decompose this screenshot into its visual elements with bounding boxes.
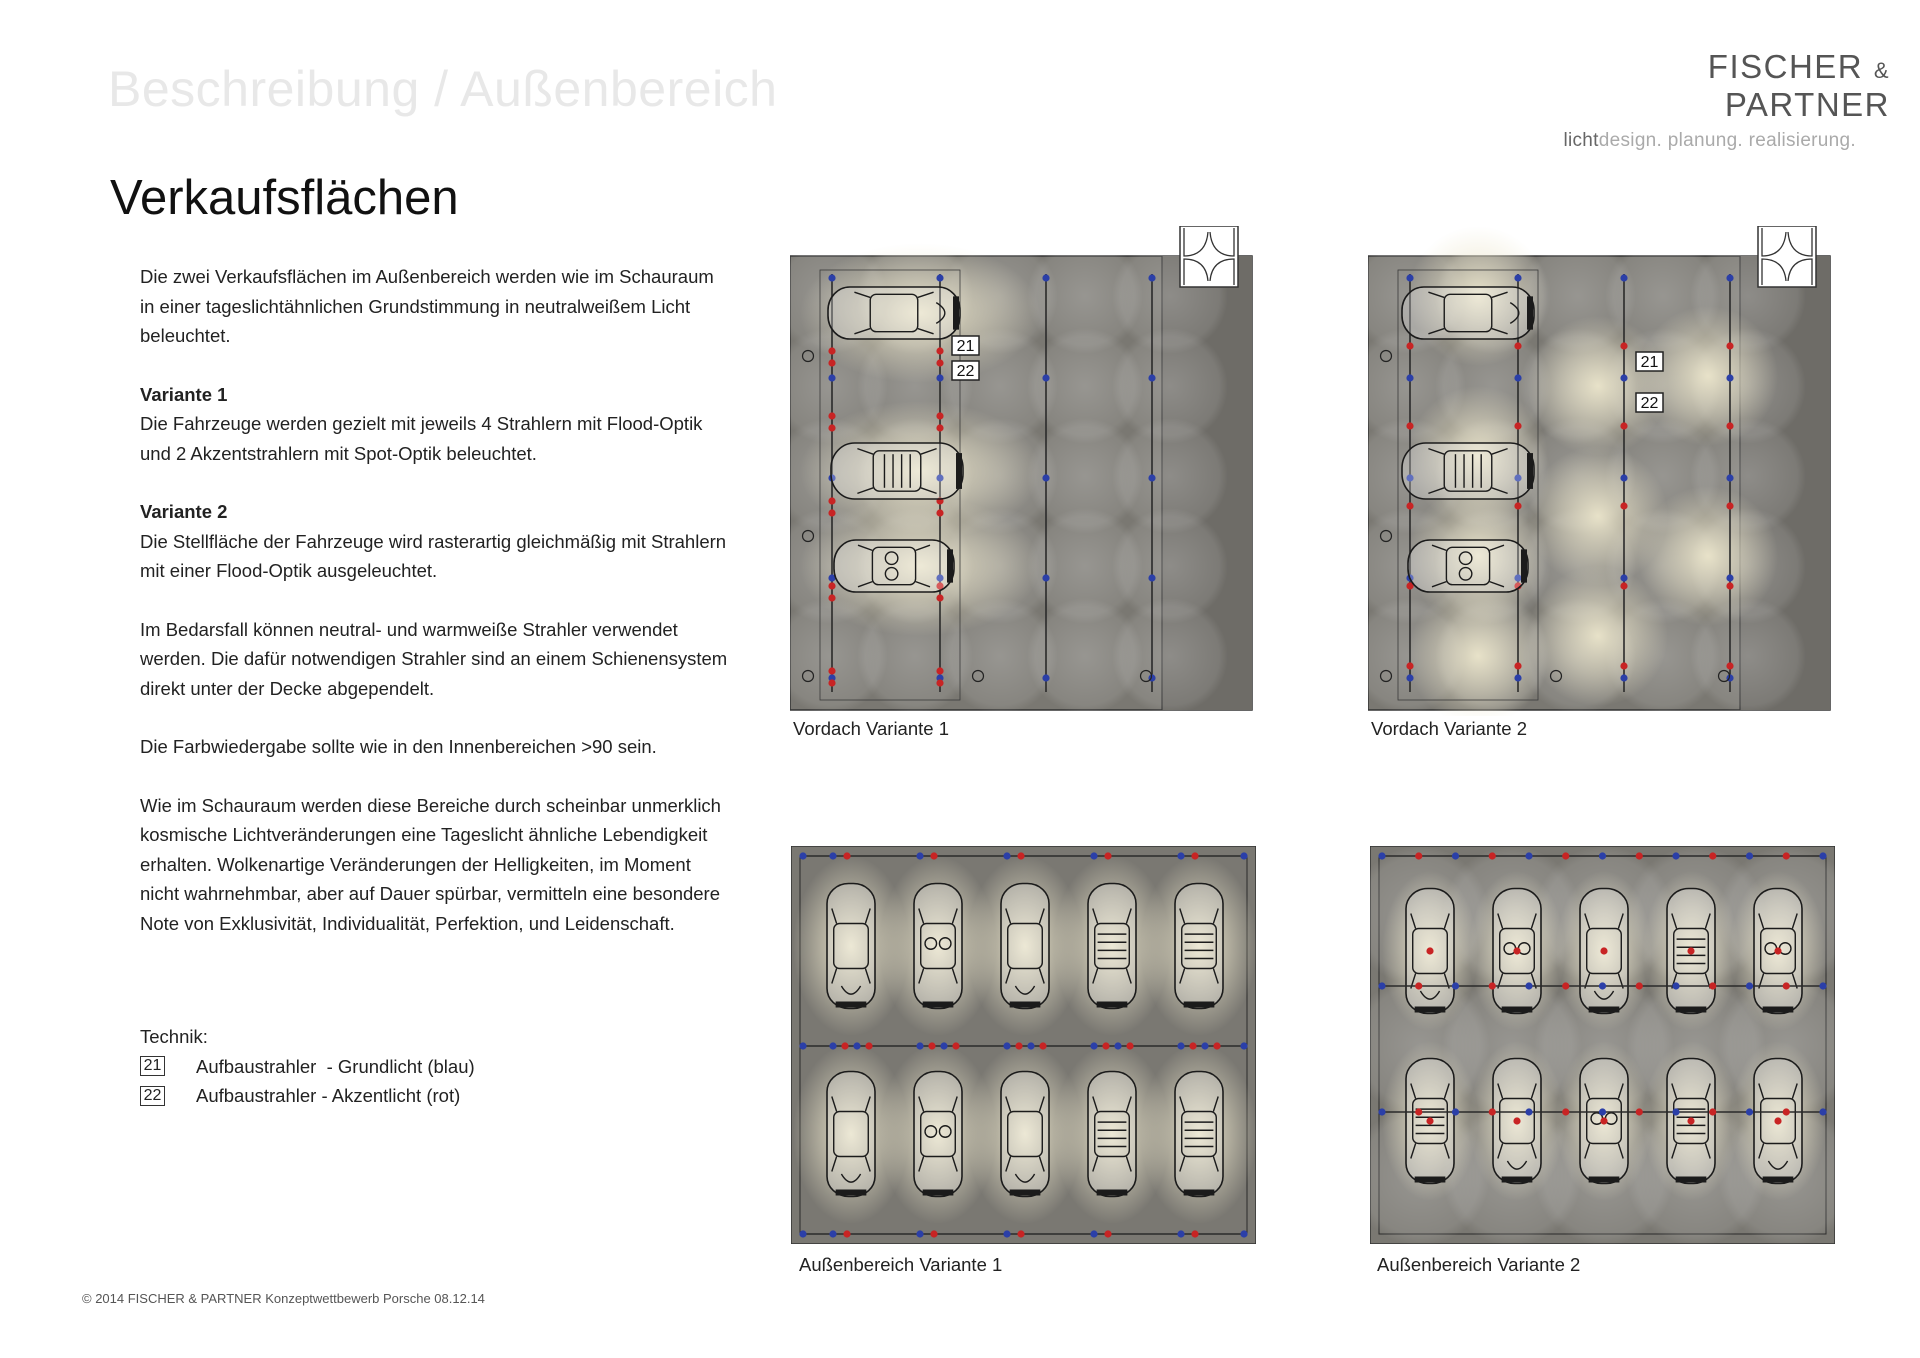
accent-light-fixture	[1709, 1108, 1716, 1115]
base-light-fixture	[1148, 474, 1155, 481]
base-light-fixture	[1406, 374, 1413, 381]
accent-light-fixture	[828, 412, 835, 419]
accent-light-fixture	[1514, 342, 1521, 349]
base-light-fixture	[1726, 574, 1733, 581]
accent-light-fixture	[936, 359, 943, 366]
base-light-fixture	[1090, 1230, 1097, 1237]
accent-light-fixture	[865, 1042, 872, 1049]
base-light-fixture	[1003, 852, 1010, 859]
accent-light-fixture	[1189, 1042, 1196, 1049]
section-title: Beschreibung / Außenbereich	[108, 61, 778, 117]
accent-light-fixture	[1620, 582, 1627, 589]
brand-tag-rest: design. planung. realisierung.	[1598, 130, 1856, 151]
base-light-fixture	[916, 1042, 923, 1049]
accent-light-fixture	[930, 1230, 937, 1237]
legend-item-akzentlicht	[140, 1081, 475, 1111]
brand-name-part1: FISCHER	[1707, 48, 1864, 85]
intro-paragraph: Die zwei Verkaufsflächen im Außenbereich werden wie im Schauraum in einer tageslichtähnlichen Grundstimmung in neutralweißem Licht beleuchtet.	[140, 266, 714, 346]
accent-light-fixture	[828, 497, 835, 504]
brand-tagline	[1550, 130, 1890, 152]
variant2-heading: Variante 2	[140, 501, 228, 522]
base-light-fixture	[829, 852, 836, 859]
base-light-fixture	[1599, 1108, 1606, 1115]
base-light-fixture	[1452, 982, 1459, 989]
accent-light-fixture	[1562, 1108, 1569, 1115]
base-light-fixture	[1201, 1042, 1208, 1049]
accent-light-fixture	[1600, 1117, 1607, 1124]
base-light-fixture	[1027, 1042, 1034, 1049]
fixture-tag-label: 21	[956, 338, 975, 355]
accent-light-fixture	[1514, 662, 1521, 669]
car-outline	[1175, 1072, 1223, 1197]
accent-light-fixture	[1726, 342, 1733, 349]
base-light-fixture	[1525, 852, 1532, 859]
base-light-fixture	[1746, 982, 1753, 989]
accent-light-fixture	[1017, 852, 1024, 859]
farb-paragraph: Die Farbwiedergabe sollte wie in den Innenbereichen >90 sein.	[140, 736, 657, 757]
variant2-paragraph	[140, 497, 730, 586]
accent-light-fixture	[1406, 342, 1413, 349]
accent-light-fixture	[828, 679, 835, 686]
variant1-text: Die Fahrzeuge werden gezielt mit jeweils 4 Strahlern mit Flood-Optik und 2 Akzentstrahlern mit Spot-Optik beleuchtet.	[140, 413, 703, 464]
caption-aussenbereich-variante-2: Außenbereich Variante 2	[1377, 1254, 1581, 1275]
description-text	[140, 262, 730, 967]
accent-light-fixture	[1620, 662, 1627, 669]
accent-light-fixture	[936, 412, 943, 419]
accent-light-fixture	[1709, 982, 1716, 989]
accent-light-fixture	[1017, 1230, 1024, 1237]
accent-light-fixture	[1709, 852, 1716, 859]
accent-light-fixture	[1104, 852, 1111, 859]
accent-light-fixture	[1620, 422, 1627, 429]
base-light-fixture	[1726, 274, 1733, 281]
base-light-fixture	[1452, 852, 1459, 859]
accent-light-fixture	[1104, 1230, 1111, 1237]
brand-tag-strong: licht	[1563, 130, 1599, 151]
car-outline	[1402, 443, 1534, 499]
accent-light-fixture	[1687, 1117, 1694, 1124]
base-light-fixture	[1819, 1108, 1826, 1115]
base-light-fixture	[1177, 852, 1184, 859]
base-light-fixture	[1003, 1230, 1010, 1237]
accent-light-fixture	[1489, 982, 1496, 989]
accent-light-fixture	[1620, 342, 1627, 349]
base-light-fixture	[1599, 982, 1606, 989]
accent-light-fixture	[1426, 947, 1433, 954]
plan-vordach-variante-2	[1368, 226, 1838, 716]
base-light-fixture	[1452, 1108, 1459, 1115]
bedarf-paragraph: Im Bedarsfall können neutral- und warmweiße Strahler verwendet werden. Die dafür notwendigen Strahler sind an einem Schienensystem direkt unter der Decke abgependelt.	[140, 618, 728, 699]
base-light-fixture	[1746, 1108, 1753, 1115]
accent-light-fixture	[1191, 852, 1198, 859]
car-outline	[1001, 884, 1049, 1009]
base-light-fixture	[1620, 574, 1627, 581]
accent-light-fixture	[1514, 422, 1521, 429]
plan-aussenbereich-variante-1	[791, 846, 1256, 1244]
base-light-fixture	[828, 274, 835, 281]
plan-aussenbereich-variante-2	[1370, 846, 1835, 1244]
base-light-fixture	[1525, 1108, 1532, 1115]
base-light-fixture	[940, 1042, 947, 1049]
base-light-fixture	[1819, 982, 1826, 989]
car-outline	[834, 540, 954, 592]
accent-light-fixture	[1426, 1117, 1433, 1124]
car-outline	[831, 443, 963, 499]
base-light-fixture	[1378, 982, 1385, 989]
base-light-fixture	[1514, 674, 1521, 681]
accent-light-fixture	[1562, 982, 1569, 989]
schauraum-paragraph: Wie im Schauraum werden diese Bereiche durch scheinbar unmerklich kosmische Lichtveränderungen eine Tageslicht ähnliche Lebendigkeit erhalten. Wolkenartige Veränderungen der Helligkeiten, im Moment nicht wahrnehmbar, aber auf Dauer spürbar, vermitteln eine besondere Note von Exklusivität, Individualität, Perfektion, und Leidenschaft.	[140, 794, 721, 934]
car-outline	[828, 287, 960, 339]
base-light-fixture	[1042, 374, 1049, 381]
accent-light-fixture	[1562, 852, 1569, 859]
base-light-fixture	[1514, 374, 1521, 381]
accent-light-fixture	[1489, 1108, 1496, 1115]
accent-light-fixture	[828, 582, 835, 589]
floor-plan-drawing	[790, 226, 1260, 716]
light-cone	[1638, 486, 1778, 626]
base-light-fixture	[1003, 1042, 1010, 1049]
accent-light-fixture	[1415, 1108, 1422, 1115]
accent-light-fixture	[930, 852, 937, 859]
base-light-fixture	[829, 1230, 836, 1237]
accent-light-fixture	[1126, 1042, 1133, 1049]
floor-plan-drawing	[1370, 846, 1835, 1244]
page-title: Verkaufsflächen	[110, 171, 459, 225]
door-icon	[1180, 226, 1238, 287]
base-light-fixture	[936, 374, 943, 381]
variant1-heading: Variante 1	[140, 383, 228, 405]
caption-vordach-variante-2: Vordach Variante 2	[1371, 718, 1527, 739]
accent-light-fixture	[1191, 1230, 1198, 1237]
base-light-fixture	[1746, 852, 1753, 859]
base-light-fixture	[1672, 1108, 1679, 1115]
base-light-fixture	[799, 1230, 806, 1237]
accent-light-fixture	[828, 509, 835, 516]
base-light-fixture	[1726, 374, 1733, 381]
accent-light-fixture	[1015, 1042, 1022, 1049]
base-light-fixture	[853, 1042, 860, 1049]
base-light-fixture	[1726, 474, 1733, 481]
accent-light-fixture	[828, 667, 835, 674]
base-light-fixture	[936, 274, 943, 281]
accent-light-fixture	[1687, 947, 1694, 954]
fixture-tag-21: 21	[140, 1056, 165, 1076]
accent-light-fixture	[936, 509, 943, 516]
technik-legend	[140, 1022, 475, 1111]
base-light-fixture	[916, 852, 923, 859]
fixture-tag-label: 22	[956, 363, 975, 380]
accent-light-fixture	[1406, 502, 1413, 509]
caption-aussenbereich-variante-1: Außenbereich Variante 1	[799, 1254, 1003, 1275]
accent-light-fixture	[936, 594, 943, 601]
accent-light-fixture	[828, 347, 835, 354]
base-light-fixture	[829, 1042, 836, 1049]
accent-light-fixture	[841, 1042, 848, 1049]
accent-light-fixture	[1513, 947, 1520, 954]
accent-light-fixture	[1514, 502, 1521, 509]
base-light-fixture	[1148, 374, 1155, 381]
accent-light-fixture	[1415, 852, 1422, 859]
fixture-tag-label: 22	[1640, 395, 1659, 412]
light-cone	[1638, 306, 1778, 446]
accent-light-fixture	[936, 667, 943, 674]
fixture-tag-22: 22	[140, 1086, 165, 1106]
accent-light-fixture	[1620, 502, 1627, 509]
base-light-fixture	[1672, 852, 1679, 859]
accent-light-fixture	[1039, 1042, 1046, 1049]
accent-light-fixture	[936, 347, 943, 354]
base-light-fixture	[1620, 374, 1627, 381]
car-outline	[827, 1072, 875, 1197]
plan-vordach-variante-1	[790, 226, 1260, 716]
accent-light-fixture	[1636, 852, 1643, 859]
legend-item-grundlicht	[140, 1052, 475, 1082]
accent-light-fixture	[936, 679, 943, 686]
base-light-fixture	[1599, 852, 1606, 859]
brand-amp: &	[1873, 58, 1890, 83]
floor-plan-drawing	[1368, 226, 1838, 716]
accent-light-fixture	[1726, 502, 1733, 509]
accent-light-fixture	[1636, 1108, 1643, 1115]
base-light-fixture	[1177, 1230, 1184, 1237]
door-icon	[1758, 226, 1816, 287]
base-light-fixture	[1177, 1042, 1184, 1049]
base-light-fixture	[1620, 674, 1627, 681]
base-light-fixture	[1090, 852, 1097, 859]
accent-light-fixture	[1774, 947, 1781, 954]
base-light-fixture	[799, 1042, 806, 1049]
accent-light-fixture	[1213, 1042, 1220, 1049]
accent-light-fixture	[936, 424, 943, 431]
base-light-fixture	[1148, 574, 1155, 581]
accent-light-fixture	[1783, 852, 1790, 859]
car-outline	[1408, 540, 1528, 592]
caption-vordach-variante-1: Vordach Variante 1	[793, 718, 949, 739]
base-light-fixture	[1525, 982, 1532, 989]
base-light-fixture	[1514, 274, 1521, 281]
base-light-fixture	[1406, 274, 1413, 281]
floor-plan-drawing	[791, 846, 1256, 1244]
legend-text-grundlicht: Aufbaustrahler - Grundlicht (blau)	[196, 1055, 475, 1077]
accent-light-fixture	[843, 1230, 850, 1237]
base-light-fixture	[799, 852, 806, 859]
accent-light-fixture	[1102, 1042, 1109, 1049]
accent-light-fixture	[928, 1042, 935, 1049]
accent-light-fixture	[1783, 1108, 1790, 1115]
base-light-fixture	[1042, 574, 1049, 581]
base-light-fixture	[1240, 1230, 1247, 1237]
accent-light-fixture	[1406, 422, 1413, 429]
accent-light-fixture	[1489, 852, 1496, 859]
accent-light-fixture	[1726, 422, 1733, 429]
variant2-text: Die Stellfläche der Fahrzeuge wird rasterartig gleichmäßig mit Strahlern mit einer Flood-Optik ausgeleuchtet.	[140, 530, 727, 581]
accent-light-fixture	[952, 1042, 959, 1049]
brand-name	[1550, 48, 1890, 124]
accent-light-fixture	[1600, 947, 1607, 954]
base-light-fixture	[1114, 1042, 1121, 1049]
base-light-fixture	[1090, 1042, 1097, 1049]
light-cone	[1112, 598, 1228, 714]
base-light-fixture	[1620, 274, 1627, 281]
car-outline	[1088, 884, 1136, 1009]
base-light-fixture	[1148, 274, 1155, 281]
technik-label: Technik:	[140, 1026, 208, 1047]
car-outline	[1088, 1072, 1136, 1197]
footer-copyright: © 2014 FISCHER & PARTNER Konzeptwettbewerb Porsche 08.12.14	[82, 1291, 485, 1306]
base-light-fixture	[1672, 982, 1679, 989]
car-outline	[1402, 287, 1534, 339]
car-outline	[827, 884, 875, 1009]
base-light-fixture	[1819, 852, 1826, 859]
base-light-fixture	[1042, 274, 1049, 281]
car-outline	[1001, 1072, 1049, 1197]
base-light-fixture	[1378, 1108, 1385, 1115]
legend-text-akzentlicht: Aufbaustrahler - Akzentlicht (rot)	[196, 1085, 461, 1106]
car-outline	[1175, 884, 1223, 1009]
base-light-fixture	[1378, 852, 1385, 859]
variant1-paragraph	[140, 380, 730, 469]
brand-logo	[1550, 48, 1890, 152]
car-outline	[914, 884, 962, 1009]
brand-name-part2: PARTNER	[1724, 86, 1890, 123]
base-light-fixture	[1620, 474, 1627, 481]
accent-light-fixture	[828, 359, 835, 366]
accent-light-fixture	[1774, 1117, 1781, 1124]
accent-light-fixture	[1726, 662, 1733, 669]
accent-light-fixture	[1406, 662, 1413, 669]
accent-light-fixture	[1783, 982, 1790, 989]
fixture-tag-label: 21	[1640, 354, 1659, 371]
accent-light-fixture	[828, 594, 835, 601]
base-light-fixture	[1042, 474, 1049, 481]
accent-light-fixture	[1513, 1117, 1520, 1124]
accent-light-fixture	[828, 424, 835, 431]
base-light-fixture	[1406, 674, 1413, 681]
accent-light-fixture	[1726, 582, 1733, 589]
base-light-fixture	[1240, 1042, 1247, 1049]
base-light-fixture	[1240, 852, 1247, 859]
accent-light-fixture	[843, 852, 850, 859]
car-outline	[914, 1072, 962, 1197]
accent-light-fixture	[1636, 982, 1643, 989]
accent-light-fixture	[1415, 982, 1422, 989]
base-light-fixture	[1042, 674, 1049, 681]
base-light-fixture	[828, 374, 835, 381]
base-light-fixture	[916, 1230, 923, 1237]
